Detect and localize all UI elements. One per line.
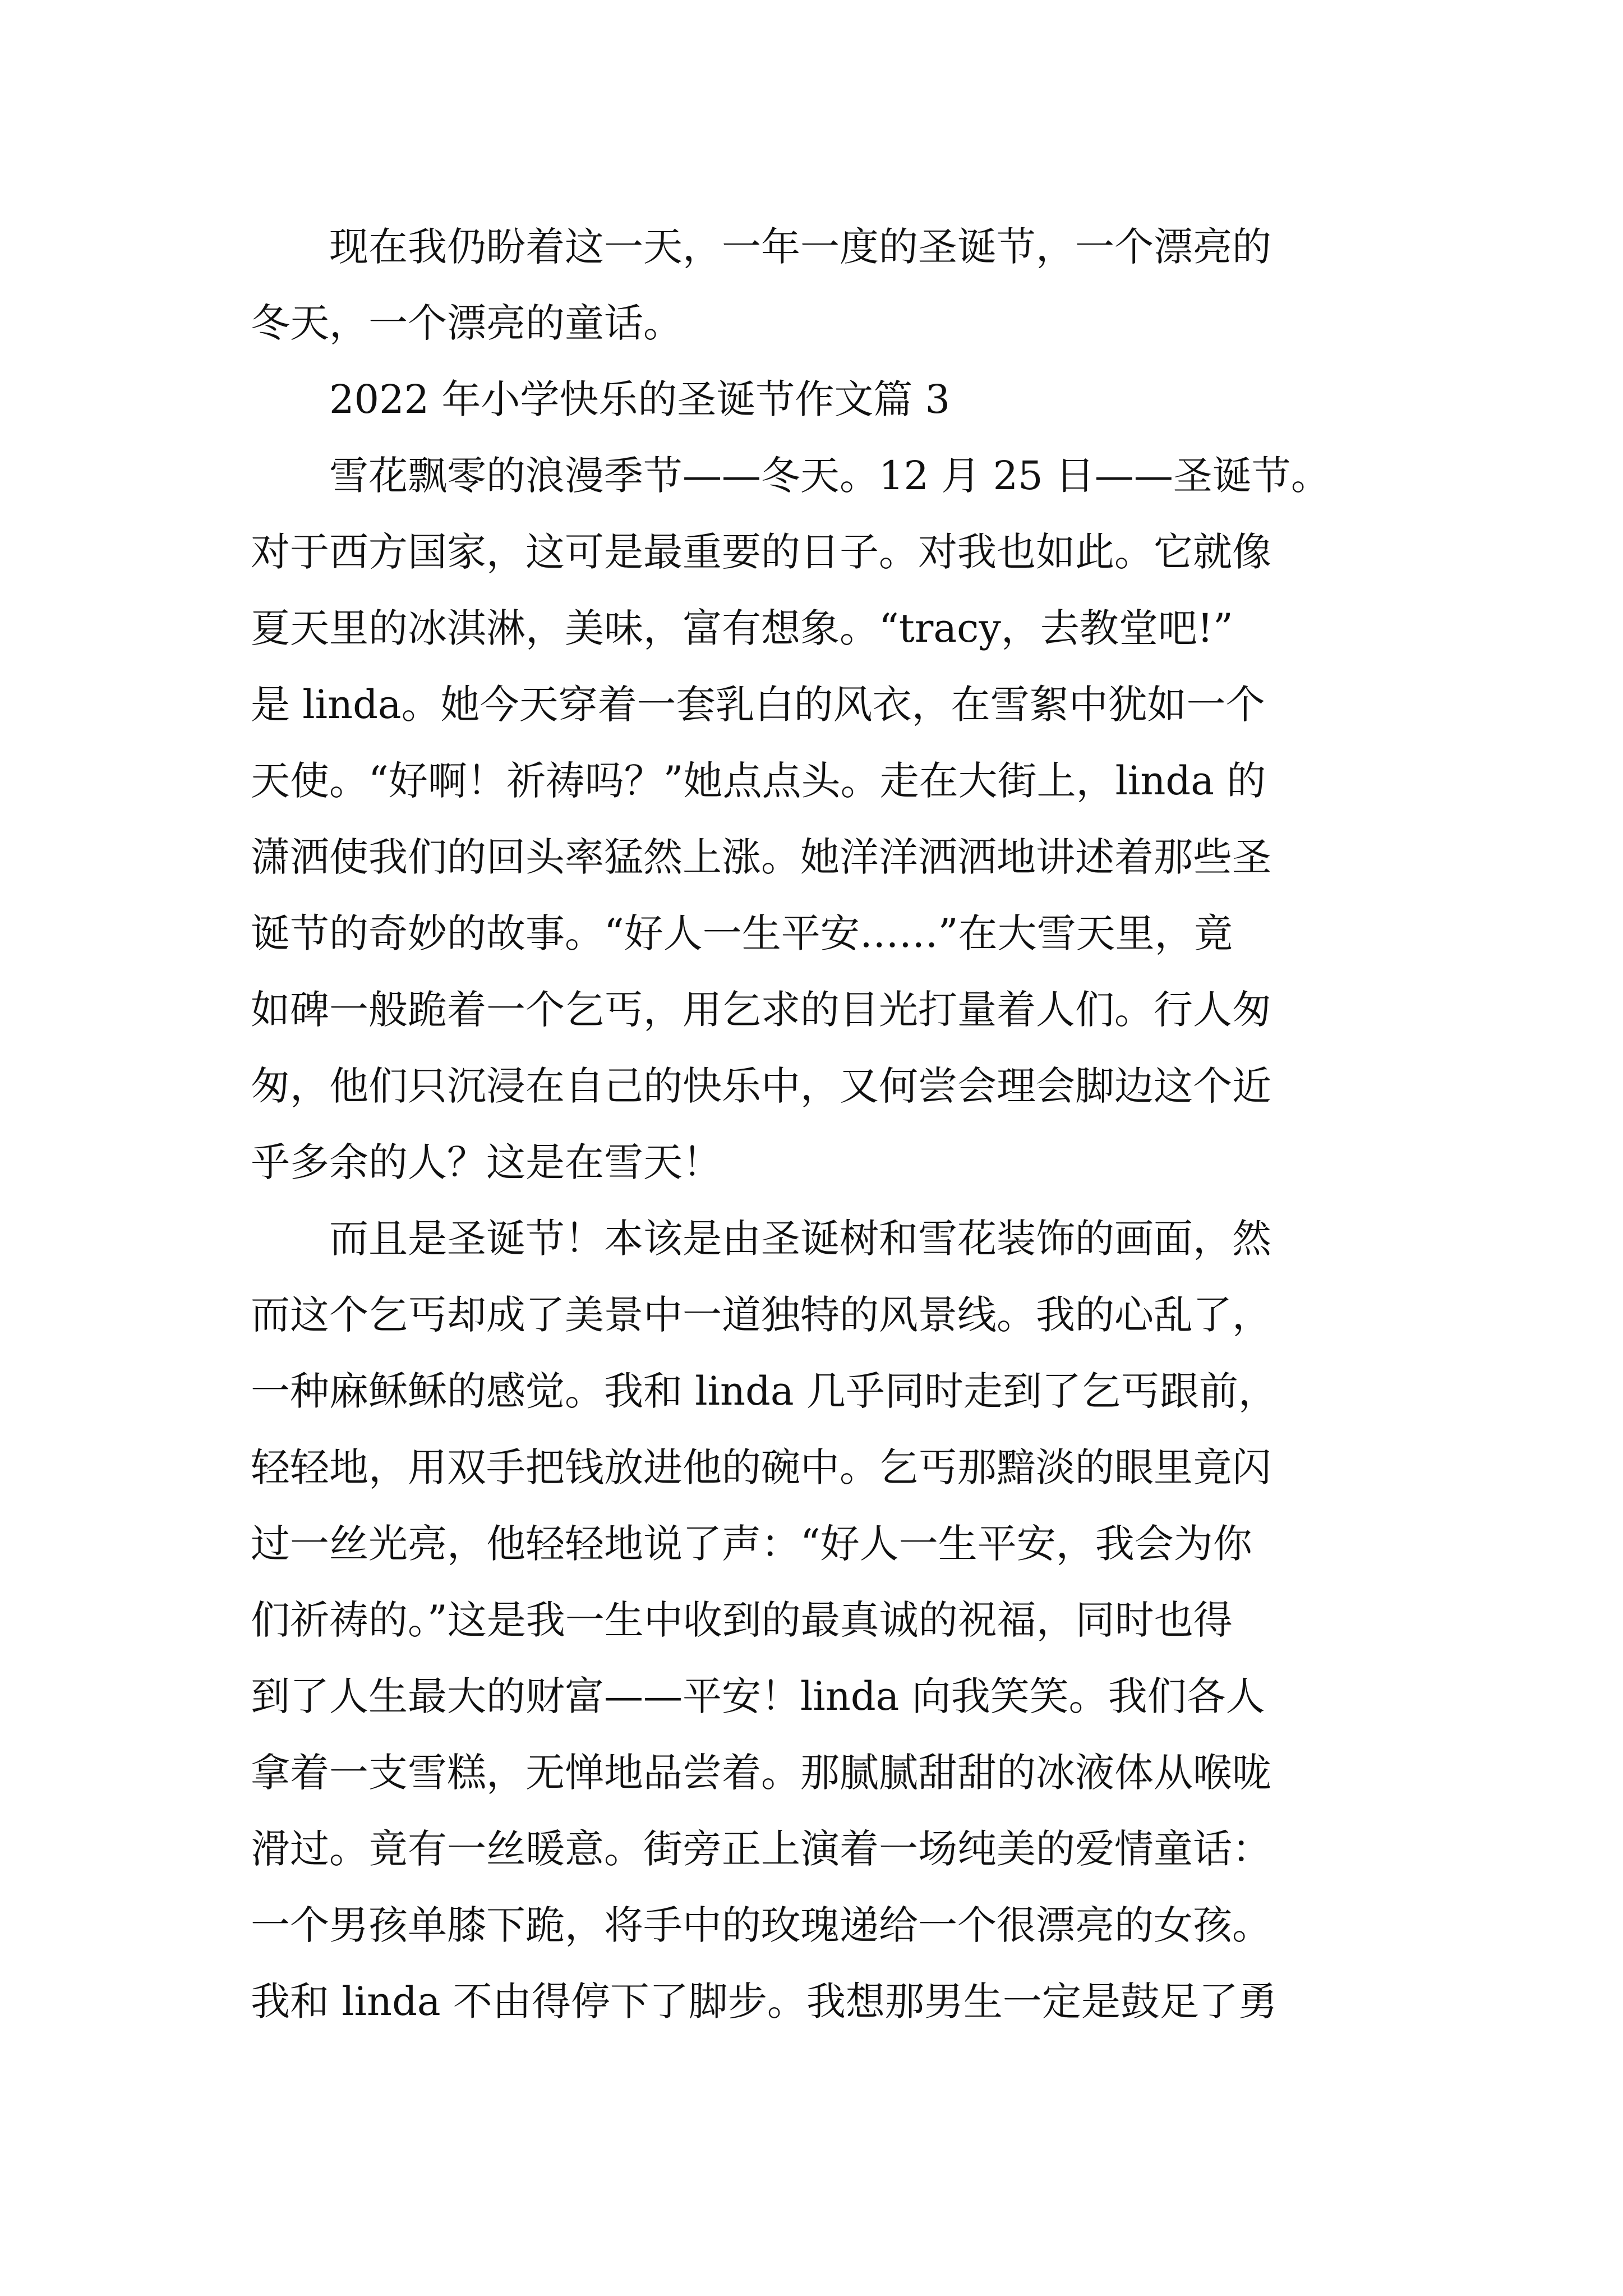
text-line: 过一丝光亮，他轻轻地说了声：“好人一生平安，我会为你 [251, 1521, 1252, 1567]
text-line: 夏天里的冰淇淋，美味，富有想象。“tracy，去教堂吧!” [251, 605, 1233, 651]
text-line: 冬天，一个漂亮的童话。 [251, 300, 683, 346]
text-line: 滑过。竟有一丝暖意。街旁正上演着一场纯美的爱情童话： [251, 1826, 1271, 1872]
text-line: 如碑一般跪着一个乞丐，用乞求的目光打量着人们。行人匆 [251, 987, 1271, 1033]
text-line: 们祈祷的。”这是我一生中收到的最真诚的祝福，同时也得 [251, 1597, 1233, 1643]
text-line: 我和 linda 不由得停下了脚步。我想那男生一定是鼓足了勇 [251, 1978, 1278, 2024]
text-line: 一种麻稣稣的感觉。我和 linda 几乎同时走到了乞丐跟前， [251, 1368, 1278, 1414]
text-line: 到了人生最大的财富——平安！linda 向我笑笑。我们各人 [251, 1673, 1265, 1719]
text-line: 诞节的奇妙的故事。“好人一生平安……”在大雪天里，竟 [251, 910, 1233, 956]
text-line: 而这个乞丐却成了美景中一道独特的风景线。我的心乱了， [251, 1292, 1271, 1338]
text-line: 雪花飘零的浪漫季节——冬天。12 月 25 日——圣诞节。 [251, 453, 1330, 499]
text-line: 潇洒使我们的回头率猛然上涨。她洋洋洒洒地讲述着那些圣 [251, 834, 1271, 880]
text-line: 现在我仍盼着这一天，一年一度的圣诞节，一个漂亮的 [251, 224, 1271, 270]
section-heading: 2022 年小学快乐的圣诞节作文篇 3 [251, 376, 951, 422]
text-line: 而且是圣诞节！本该是由圣诞树和雪花装饰的画面，然 [251, 1216, 1271, 1262]
text-line: 匆，他们只沉浸在自己的快乐中，又何尝会理会脚边这个近 [251, 1063, 1271, 1109]
text-line: 是 linda。她今天穿着一套乳白的风衣，在雪絮中犹如一个 [251, 682, 1265, 728]
text-line: 乎多余的人？这是在雪天！ [251, 1139, 722, 1185]
text-line: 对于西方国家，这可是最重要的日子。对我也如此。它就像 [251, 529, 1271, 575]
text-line: 天使。“好啊！祈祷吗？”她点点头。走在大街上，linda 的 [251, 758, 1266, 804]
text-line: 拿着一支雪糕，无惮地品尝着。那腻腻甜甜的冰液体从喉咙 [251, 1750, 1271, 1796]
text-line: 轻轻地，用双手把钱放进他的碗中。乞丐那黯淡的眼里竟闪 [251, 1444, 1271, 1490]
essay-body [251, 209, 1389, 2040]
text-line: 一个男孩单膝下跪，将手中的玫瑰递给一个很漂亮的女孩。 [251, 1902, 1271, 1948]
